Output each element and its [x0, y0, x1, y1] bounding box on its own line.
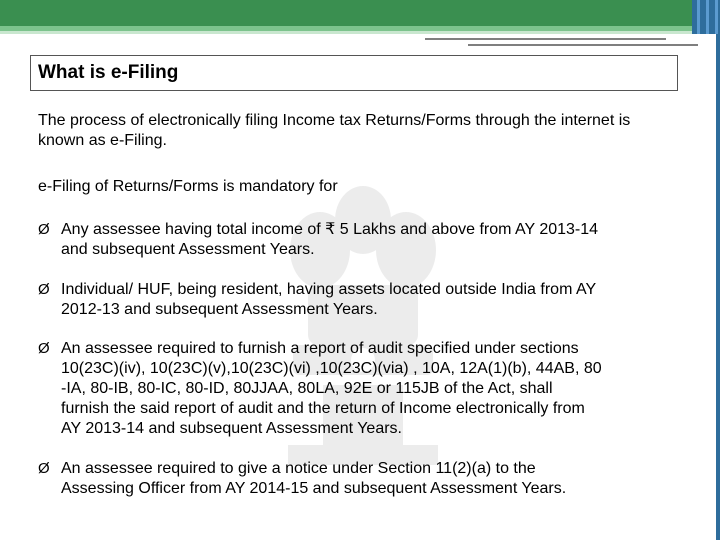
bullet-line: furnish the said report of audit and the return of Income electronically from [61, 400, 585, 417]
decorative-rule [468, 44, 698, 46]
decorative-rule [425, 38, 666, 40]
bullet-item [38, 339, 698, 439]
arrow-bullet-icon: Ø [38, 460, 50, 477]
intro-paragraph [38, 111, 678, 151]
header-bar [0, 0, 692, 26]
bullet-line: 2012-13 and subsequent Assessment Years. [61, 301, 378, 318]
bullet-line: An assessee required to furnish a report of audit specified under sections [61, 340, 579, 357]
header-accent-stripe-light [0, 31, 692, 34]
bullet-text [61, 280, 698, 320]
intro-text: The process of electronically filing Income tax Returns/Forms through the internet is known as e-Filing. [38, 112, 631, 149]
bullet-line: and subsequent Assessment Years. [61, 241, 315, 258]
bullet-item [38, 280, 698, 320]
bullet-line: An assessee required to give a notice under Section 11(2)(a) to the [61, 460, 536, 477]
bullet-line: -IA, 80-IB, 80-IC, 80-ID, 80JJAA, 80LA, 92E or 115JB of the Act, shall [61, 380, 553, 397]
bullet-item [38, 220, 698, 260]
arrow-bullet-icon: Ø [38, 221, 50, 238]
slide-title: What is e-Filing [38, 62, 179, 83]
arrow-bullet-icon: Ø [38, 281, 50, 298]
lead-text: e-Filing of Returns/Forms is mandatory for [38, 178, 338, 195]
slide-title-box [30, 55, 678, 91]
bullet-line: Any assessee having total income of ₹ 5 Lakhs and above from AY 2013-14 [61, 221, 599, 238]
bullet-line: AY 2013-14 and subsequent Assessment Years. [61, 420, 402, 437]
bullet-line: Individual/ HUF, being resident, having assets located outside India from AY [61, 281, 597, 298]
corner-decoration [692, 0, 720, 34]
bullet-line: 10(23C)(iv), 10(23C)(v),10(23C)(vi) ,10(23C)(via) , 10A, 12A(1)(b), 44AB, 80 [61, 360, 602, 377]
bullet-line: Assessing Officer from AY 2014-15 and subsequent Assessment Years. [61, 480, 567, 497]
bullet-text [61, 220, 698, 260]
bullet-text [61, 339, 698, 439]
lead-paragraph [38, 177, 678, 197]
bullet-item [38, 459, 698, 499]
right-edge-rule [716, 34, 720, 540]
bullet-text [61, 459, 698, 499]
arrow-bullet-icon: Ø [38, 340, 50, 357]
